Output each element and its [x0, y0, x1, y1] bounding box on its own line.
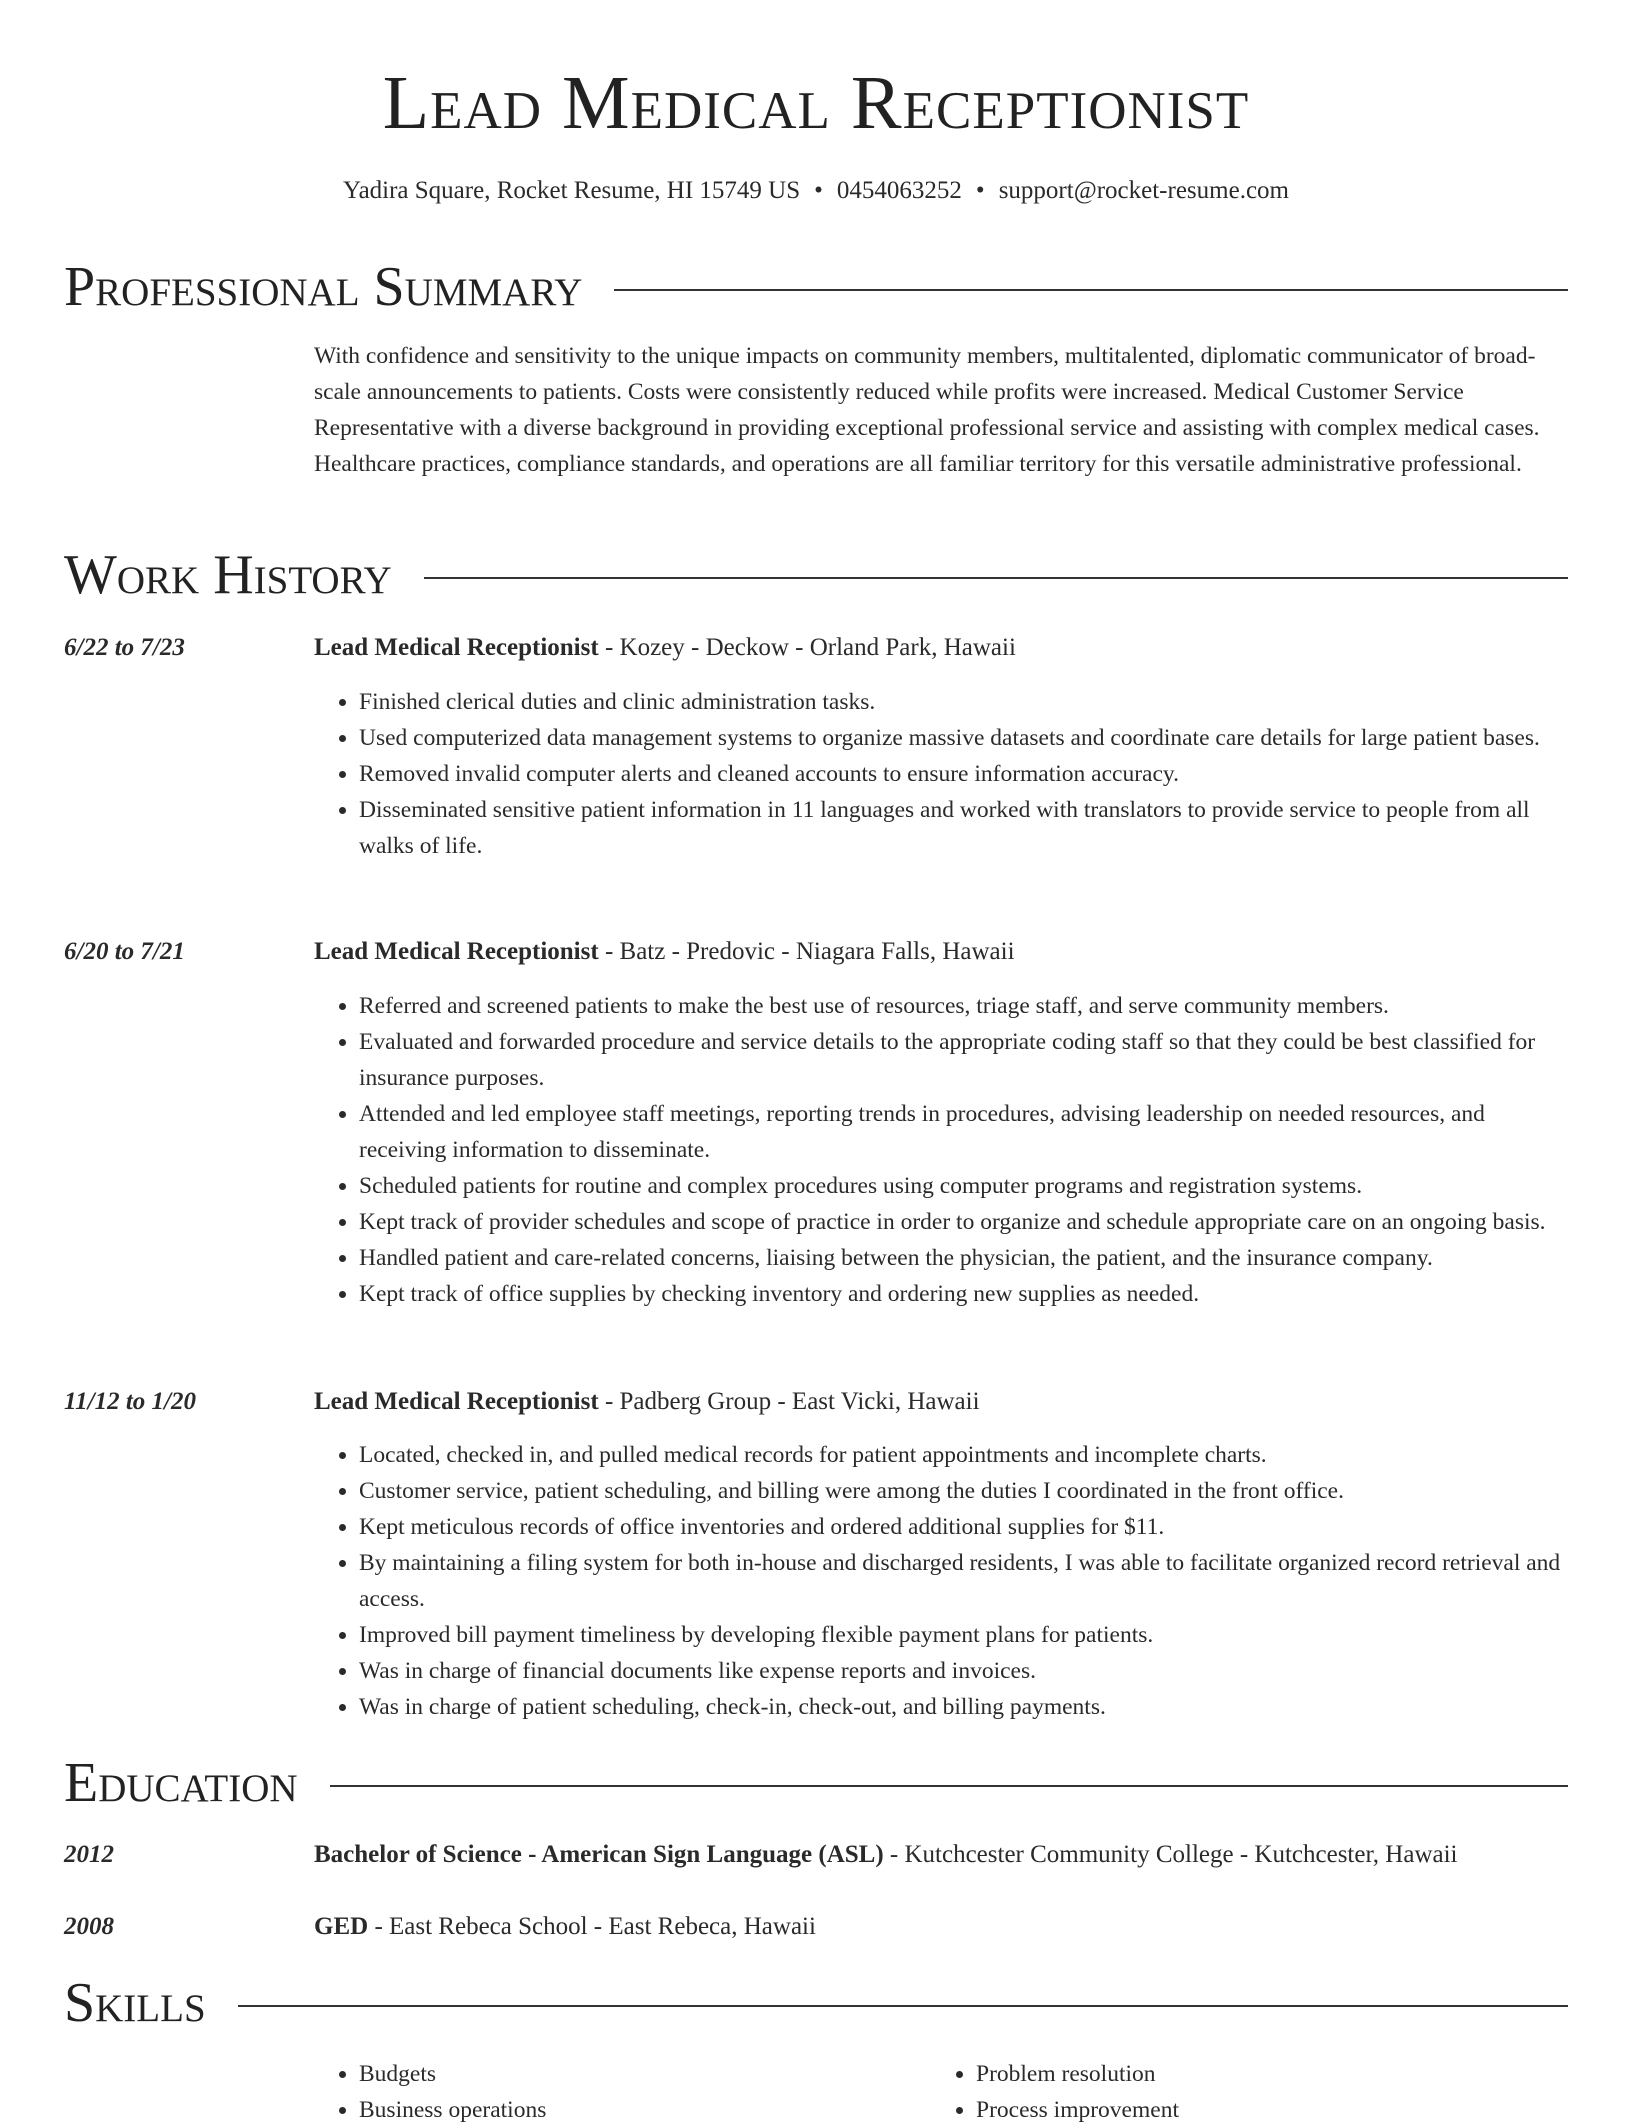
contact-line	[0, 174, 1632, 208]
list-item: • Was in charge of financial documents like expense reports and invoices.	[359, 1653, 1568, 1689]
summary-section-title: Professional Summary	[64, 256, 583, 318]
list-item: • Kept track of provider schedules and scope of practice in order to organize and schedule appropriate care on an ongoing basis.	[359, 1204, 1568, 1240]
list-item: • Customer service, patient scheduling, and billing were among the duties I coordinated in the front office.	[359, 1473, 1568, 1509]
list-item: • Was in charge of patient scheduling, check-in, check-out, and billing payments.	[359, 1689, 1568, 1725]
work-dates: 11/12 to 1/20	[64, 1388, 196, 1415]
contact-separator: •	[814, 177, 823, 204]
work-title: Lead Medical Receptionist	[314, 938, 599, 965]
contact-email: support@rocket-resume.com	[998, 177, 1289, 204]
list-item: • Evaluated and forwarded procedure and service details to the appropriate coding staff so that they could be best classified for insurance purposes.	[359, 1024, 1568, 1096]
work-dates: 6/20 to 7/21	[64, 938, 185, 965]
skill-item: • Problem resolution	[976, 2056, 1612, 2092]
summary-section-header	[64, 254, 1568, 320]
contact-address: Yadira Square, Rocket Resume, HI 15749 US	[343, 177, 801, 204]
list-item: • Located, checked in, and pulled medical records for patient appointments and incomplete charts.	[359, 1437, 1568, 1473]
skills-section-title: Skills	[64, 1972, 206, 2034]
list-item: • Used computerized data management systems to organize massive datasets and coordinate care details for large patient bases.	[359, 720, 1568, 756]
list-item: • Referred and screened patients to make the best use of resources, triage staff, and serve community members.	[359, 988, 1568, 1024]
work-heading	[314, 631, 1016, 665]
skill-item: • Process improvement	[976, 2092, 1612, 2128]
education-heading	[314, 1910, 816, 1944]
skills-list-right	[931, 2056, 1612, 2128]
work-bullets	[314, 988, 1568, 1312]
list-item: • Improved bill payment timeliness by developing flexible payment plans for patients.	[359, 1617, 1568, 1653]
skills-list-left	[314, 2056, 931, 2128]
list-item: • By maintaining a filing system for both in-house and discharged residents, I was able to facilitate organized record retrieval and access.	[359, 1545, 1568, 1617]
section-divider	[424, 577, 1568, 579]
list-item: • Finished clerical duties and clinic administration tasks.	[359, 684, 1568, 720]
summary-text: With confidence and sensitivity to the unique impacts on community members, multitalented, diplomatic communicator of broad-scale announcements to patients. Costs were consistently reduced while profits were increased. Medical Customer Service Representative with a diverse background in providing exceptional professional service and assisting with complex medical cases. Healthcare practices, compliance standards, and operations are all familiar territory for this versatile administrative professional.	[314, 343, 1540, 477]
work-title: Lead Medical Receptionist	[314, 634, 599, 661]
contact-phone: 0454063252	[836, 177, 962, 204]
section-divider	[330, 1785, 1568, 1787]
education-heading	[314, 1838, 1457, 1872]
skill-item: • Budgets	[359, 2056, 931, 2092]
education-degree: GED	[314, 1913, 369, 1940]
list-item: • Scheduled patients for routine and complex procedures using computer programs and registration systems.	[359, 1168, 1568, 1204]
work-heading	[314, 935, 1015, 969]
work-section-title: Work History	[64, 544, 392, 606]
education-year: 2012	[64, 1841, 114, 1868]
work-title: Lead Medical Receptionist	[314, 1388, 599, 1415]
education-year: 2008	[64, 1913, 114, 1940]
list-item: • Handled patient and care-related concerns, liaising between the physician, the patient, and the insurance company.	[359, 1240, 1568, 1276]
section-divider	[614, 289, 1568, 291]
work-bullets	[314, 684, 1568, 864]
list-item: • Kept meticulous records of office inventories and ordered additional supplies for $11.	[359, 1509, 1568, 1545]
education-details: - Kutchcester Community College - Kutchcester, Hawaii	[883, 1841, 1458, 1868]
skill-item: • Business operations	[359, 2092, 931, 2128]
list-item: • Removed invalid computer alerts and cleaned accounts to ensure information accuracy.	[359, 756, 1568, 792]
work-bullets	[314, 1437, 1568, 1725]
work-details: - Padberg Group - East Vicki, Hawaii	[598, 1388, 980, 1415]
work-details: - Kozey - Deckow - Orland Park, Hawaii	[598, 634, 1016, 661]
resume-name: Lead Medical Receptionist	[382, 61, 1250, 145]
education-section-title: Education	[64, 1752, 298, 1814]
section-divider	[238, 2005, 1568, 2007]
list-item: • Kept track of office supplies by checking inventory and ordering new supplies as needed.	[359, 1276, 1568, 1312]
list-item: • Disseminated sensitive patient information in 11 languages and worked with translators to provide service to people from all walks of life.	[359, 792, 1568, 864]
work-heading	[314, 1385, 980, 1419]
work-section-header	[64, 542, 1568, 608]
contact-separator: •	[975, 177, 985, 204]
list-item: • Attended and led employee staff meetings, reporting trends in procedures, advising leadership on needed resources, and receiving information to disseminate.	[359, 1096, 1568, 1168]
education-details: - East Rebeca School - East Rebeca, Hawaii	[368, 1913, 816, 1940]
education-degree: Bachelor of Science - American Sign Language (ASL)	[314, 1841, 884, 1868]
work-details: - Batz - Predovic - Niagara Falls, Hawaii	[598, 938, 1015, 965]
work-dates: 6/22 to 7/23	[64, 634, 185, 661]
education-section-header	[64, 1750, 1568, 1816]
skills-section-header	[64, 1970, 1568, 2036]
